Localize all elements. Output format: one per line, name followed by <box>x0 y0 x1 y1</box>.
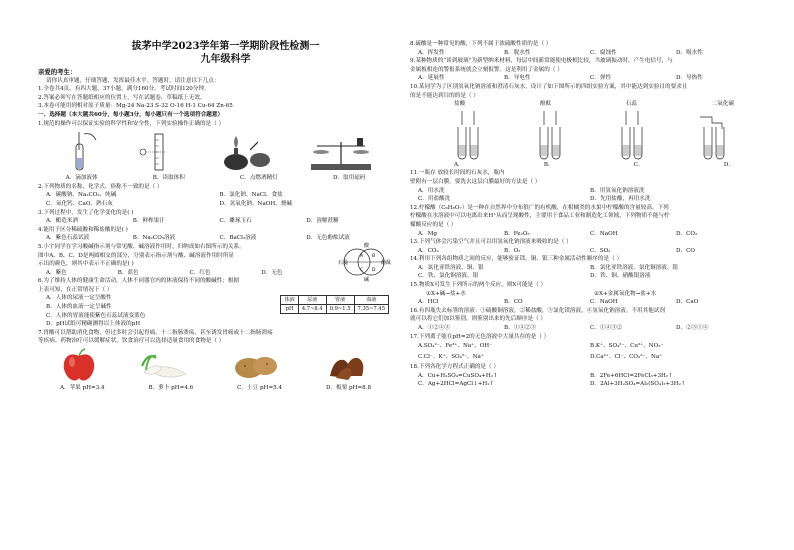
intro-text: 请你认真审题，仔细答题，发挥最佳水平。答题时，请注意以下几点： <box>46 77 220 84</box>
q9-option-a: A．延展性 <box>418 75 445 82</box>
q5-option-d: D．无色 <box>261 269 283 276</box>
question-11-line1: 11.一瓶存 放较长时间的石灰水，瓶内 <box>410 170 505 177</box>
question-5-line1: 5.小宇同学在学习酸碱指示剂与常见酸、碱溶液作用时，归纳成如右图所示的关系。 <box>38 243 245 250</box>
q17-option-b: B.K⁺、SO₄²⁻、Cu²⁺、NO₃⁻ <box>590 343 664 350</box>
q7-captions <box>38 384 393 393</box>
exam-title: 拔茅中学2023学年第一学期阶段性检测一 <box>131 41 320 52</box>
q14-options-row1 <box>410 264 762 273</box>
q1-option-a: A．滴加液体 <box>65 175 98 182</box>
q10-test-tubes <box>410 109 762 161</box>
q5-option-a: A．紫色 <box>46 269 67 276</box>
q18-option-d: D．2Al+3H₂SO₄=Al₂(SO₄)₃+3H₂↑ <box>590 381 686 388</box>
question-14: 14.利用下列各组物质之间的反应，能够验证镁、铜、银三种金属活动性顺序的是（ ） <box>410 256 623 263</box>
q4-option-a: A．紫色石蕊试液 <box>46 235 90 242</box>
question-8: 8.硫酸是一种常见的酸，下列不属于浓硫酸性质的是（ ） <box>410 41 552 47</box>
q3-option-d: D．溶解蔗糖 <box>306 218 339 225</box>
q10-option-a: A． <box>454 161 464 168</box>
chestnut-illustration <box>322 348 372 384</box>
q7-option-c: C．土豆 pH=5.4 <box>237 385 283 392</box>
question-10-line1: 10.某同学为了区别氢氧化钠溶液和澄清石灰水，设计了如下图所示的四组实验方案，其中能达到实验目的要求且 <box>410 83 688 90</box>
question-6-block <box>38 277 393 329</box>
question-11-line2: 壁附有一层白膜，要洗去这层白膜最好的方法是（ ） <box>410 178 541 185</box>
question-12-line1: 12.柠檬酸（C₆H₈O₇）是一种在自然界中分布很广的有机酸，在柑橘类的水果中柠檬酸的含量较高。下列 <box>410 204 669 211</box>
q2-option-a: A．碳酸钠、Na₂CO₃、纯碱 <box>46 192 117 199</box>
q11-option-b: B．用氢氧化钠溶液洗 <box>590 187 645 194</box>
q10-option-d: D． <box>723 161 734 168</box>
q13-option-d: D．CO <box>676 247 695 254</box>
q10-option-letters <box>410 161 762 170</box>
q11-option-d: D．先用盐酸，再用水洗 <box>590 196 651 203</box>
q3-option-b: B．鲜榨果汁 <box>132 218 165 225</box>
q15-option-c: C．NaOH <box>590 299 618 306</box>
q15-option-b: B．CO <box>504 299 523 306</box>
q1-figures <box>38 130 393 172</box>
q8-option-c: C．腐蚀性 <box>590 49 617 56</box>
reagent-hcl-label: 盐酸 <box>454 101 466 108</box>
test-tubes-b-illustration <box>530 111 570 161</box>
q9-option-d: D．导热性 <box>676 75 703 82</box>
ph-table <box>280 295 389 314</box>
q1-captions <box>38 174 393 183</box>
reagent-co2-label: 二氧化碳 <box>711 101 734 108</box>
q16-option-c: C．①④③② <box>590 325 623 332</box>
venn-label-litmus: 石蕊 <box>338 259 349 266</box>
test-tubes-c-illustration <box>612 111 652 161</box>
q6-option-b: B．人体的血液一定呈碱性 <box>46 304 112 311</box>
q16-options <box>410 324 762 333</box>
venn-letter-b: B <box>372 253 376 259</box>
q5-option-c: C．红色 <box>189 269 211 276</box>
question-1: 1.规范的操作可以保证实验的科学性和安全性，下列实验操作正确的是（ ） <box>38 120 225 127</box>
q12-option-b: B．Fe₂O₃ <box>504 230 530 237</box>
question-5-line3: 示出的颜色，则其中表示不正确的是( ) <box>38 261 134 268</box>
q8-options <box>410 49 762 58</box>
venn-letter-c: C <box>360 267 364 273</box>
q9-option-c: C．弹性 <box>590 75 612 82</box>
q3-options <box>38 217 393 226</box>
q5-option-b: B．蓝色 <box>117 269 139 276</box>
q12-option-c: C．NaOH <box>590 230 618 237</box>
q3-option-a: A．酿造米酒 <box>46 218 79 225</box>
q10-reagent-labels <box>410 100 762 109</box>
q10-option-b: B． <box>543 161 554 168</box>
ph-table-header-row <box>281 296 389 305</box>
ph-header-blood: 血液 <box>354 296 388 305</box>
q13-options <box>410 247 762 256</box>
q4-option-d: D．无色酚酞试液 <box>306 235 350 242</box>
q2-option-d: D．氢氧化钠、NaOH、烧碱 <box>219 200 293 207</box>
q6-option-d: D．pH试纸可精确测得以上体液的pH <box>46 321 141 328</box>
venn-label-acid: 酸 <box>364 242 370 249</box>
question-18: 18.下列各化学方程式正确的是（ ） <box>410 364 499 371</box>
q14-options-row2 <box>410 272 762 281</box>
ph-table-value-row <box>281 305 389 314</box>
q11-options-row2 <box>410 195 762 204</box>
question-16-line2: 就可以将它们加以鉴别，则鉴别出来的先后顺序是（ ） <box>410 316 547 323</box>
left-column <box>38 40 393 393</box>
question-7-line1: 7.胃酸可以帮助消化食物，但过多时会引起胃痛、十二指肠溃疡，甚至诱发胃癌或十二指肠溃疡 <box>38 329 273 336</box>
test-tubes-a-illustration <box>448 111 488 161</box>
question-12-line2: 柠檬酸在水溶液中可以电离出来H⁺从而呈现酸性，主要用于食品工业和制造化工领域，下列物质不能与柠 <box>410 213 670 220</box>
q2-options-row1 <box>38 191 393 200</box>
note-3: 3.本卷可能用到相对原子质量：Mg-24 Na-23 S-32 O-16 H-1 Cu-64 Zn-65 <box>38 103 233 110</box>
q18-option-b: B．2Fe+6HCl=2FeCl₃+3H₂↑ <box>590 372 673 379</box>
q8-option-d: D．吸水性 <box>676 49 703 56</box>
q18-option-a: A．Cu+H₂SO₄=CuSO₄+H₂↑ <box>418 372 498 379</box>
question-2: 2.下列物质的名称、化学式、俗称不一致的是（ ） <box>38 183 163 190</box>
q12-option-a: A．Mg <box>418 230 437 237</box>
question-12-line3: 檬酸反应的是（ ） <box>410 221 457 228</box>
venn-label-base: 碱 <box>364 276 370 283</box>
question-16-line1: 16.有四瓶失去标签的溶液：①硫酸铜溶液，②稀盐酸，③氯化镁溶液，④氢氧化钠溶液。不用其他试剂 <box>410 307 666 314</box>
venn-letter-d: D <box>372 267 376 273</box>
ph-header-gastric: 胃液 <box>326 296 354 305</box>
exam-subtitle: 九年级科学 <box>200 54 251 65</box>
q14-option-c: C．铁、氯化铜溶液、银 <box>418 273 479 280</box>
q13-option-c: C．SO₂ <box>590 247 611 254</box>
q11-options-row1 <box>410 187 762 196</box>
q18-options-row2 <box>410 380 762 389</box>
question-4: 4.能用于区分稀硫酸和稀盐酸的是( ) <box>38 226 128 233</box>
q9-options <box>410 74 762 83</box>
q15-equations <box>410 290 762 299</box>
question-6-line1: 6.为了维持人体的健康生命活动，人体不同器官内的体液保持不同的酸碱性；根据 <box>38 278 240 285</box>
q11-option-c: C．用盐酸洗 <box>418 196 451 203</box>
dropper-illustration <box>54 132 104 172</box>
q1-option-c: C．点燃酒精灯 <box>239 175 278 182</box>
balance-scale-illustration <box>307 132 377 172</box>
q1-option-b: B．读取体积 <box>152 175 185 182</box>
q2-options-row2 <box>38 200 393 209</box>
q15-equation-2: ②X+金属氧化物→盐+水 <box>594 290 657 297</box>
q16-option-a: A．①②④③ <box>418 325 451 332</box>
reagent-litmus-label: 石蕊 <box>625 101 637 108</box>
q5-options <box>38 269 333 278</box>
q13-option-b: B．O₂ <box>504 247 521 254</box>
q15-option-a: A．HCl <box>418 299 439 306</box>
q1-option-d: D．取用砝码 <box>332 175 366 182</box>
note-1: 1.全卷共4页，有四大题，37小题。满分160分。考试时间120分钟。 <box>38 86 210 93</box>
q18-option-c: C．Ag+2HCl=AgCl↓+H₂↑ <box>418 381 495 388</box>
q18-options-row1 <box>410 372 762 381</box>
q9-option-b: B．导电性 <box>504 75 531 82</box>
radish-illustration <box>140 348 190 384</box>
question-13: 13.下列气体会污染空气并且可以用氢氧化钠溶液来吸收的是（ ） <box>410 239 572 246</box>
q2-option-c: C．氧化钙、CaO、熟石灰 <box>46 200 113 207</box>
question-5-line2: 图中A、B、C、D是两圆相交的部分，分别表示指示剂与酸、碱溶液作用时所显 <box>38 252 234 259</box>
q3-option-c: C．雕琢玉石 <box>219 218 252 225</box>
q16-option-d: D．②③①④ <box>676 325 709 332</box>
question-10-line2: 的是不能达到目的的是（ ） <box>410 92 479 99</box>
q7-option-d: D．板栗 pH=8.8 <box>325 385 372 392</box>
question-15: 15.物质X可发生下列所示的两个反应，则X可能是（ ） <box>410 282 547 289</box>
q17-option-a: A.SO₄²⁻、Fe³⁺、Na⁺、OH⁻ <box>418 343 493 350</box>
graduated-cylinder-illustration <box>135 132 185 172</box>
venn-label-phenolphthalein: 酚酞 <box>381 259 392 266</box>
ph-row-label: pH <box>281 305 298 314</box>
q6-option-c: C．人体的胃液能使紫色石蕊试液变蓝色 <box>46 312 146 319</box>
test-tubes-d-illustration <box>694 111 734 161</box>
q11-option-a: A．用水洗 <box>418 187 445 194</box>
q10-option-c: C． <box>633 161 644 168</box>
q12-options <box>410 230 762 239</box>
q2-option-b: B．氯化钠、NaCl、食盐 <box>219 192 283 199</box>
question-7-line2: 等疾病。药物治疗可以缓解症状，饮食治疗可以选择适量食用的食物是（ ） <box>38 338 225 345</box>
q14-option-b: B．氯化亚铁溶液、氯化铜溶液、银 <box>590 264 679 271</box>
q13-option-a: A．CO₂ <box>418 247 439 254</box>
q15-options <box>410 298 762 307</box>
q14-option-d: D．铁、铜、硝酸银溶液 <box>590 273 651 280</box>
q4-option-c: C．BaCl₂溶液 <box>219 235 257 242</box>
ph-header-urine: 尿液 <box>298 296 326 305</box>
reagent-phenolphthalein-label: 酚酞 <box>539 101 552 108</box>
venn-letter-a: A <box>360 253 364 259</box>
q17-option-d: D.Ca²⁺、Cl⁻、CO₃²⁻、Na⁺ <box>590 354 663 361</box>
q7-option-b: B．萝卜 pH=4.6 <box>148 385 194 392</box>
question-3: 3.下列过程中，发生了化学变化的是( ) <box>38 209 134 216</box>
potato-illustration <box>231 348 281 384</box>
ph-header-fluid: 体液 <box>281 296 298 305</box>
note-2: 2.答案必须写在答题纸相应的位置上，写在试题卷、草稿纸上无效。 <box>38 94 206 101</box>
q8-option-a: A．挥发性 <box>418 49 445 56</box>
question-6-line2: 上表可知，在正常情况下（ ） <box>38 286 113 293</box>
q7-option-a: A．苹果 pH=3.4 <box>59 385 105 392</box>
alcohol-lamp-illustration <box>216 132 276 172</box>
q15-option-d: D．CaO <box>676 299 699 306</box>
q7-food-images <box>38 348 393 384</box>
q12-option-d: D．CO₂ <box>676 230 698 237</box>
q15-equation-1: ①X+碱→盐+水 <box>426 290 466 297</box>
q6-option-a: A．人体的尿液一定呈酸性 <box>46 295 112 302</box>
question-9-line2: 金属板相连的警报系统就会立刻报警。这是利用了金属的（ ） <box>410 66 563 73</box>
apple-illustration <box>59 348 99 384</box>
ph-value-blood: 7.35~7.45 <box>354 305 388 314</box>
q17-options-row2 <box>410 352 762 363</box>
q17-options-row1 <box>410 341 762 352</box>
right-column <box>410 40 762 389</box>
greeting: 亲爱的考生： <box>38 68 77 76</box>
q16-option-b: B．①④②③ <box>504 325 537 332</box>
question-9-line1: 9.某种物质的“谈到玻璃”为新型纳米材料，每层中间新常能使电极相比较，当玻璃振动时，产生电信号，与 <box>410 58 673 65</box>
ph-value-urine: 4.7~8.4 <box>298 305 326 314</box>
q4-option-b: B．Na₂CO₃溶液 <box>132 235 176 242</box>
q8-option-b: B．脱水性 <box>504 49 531 56</box>
section-heading: 一、选择题（本大题共60分，每小题3分，每小题只有一个选项符合题意） <box>38 111 224 118</box>
q14-option-a: A．氯化亚铁溶液、铜、银 <box>418 264 484 271</box>
question-17: 17.下列离子能在pH=2的无色溶液中大量共存的是（ ） <box>410 333 550 340</box>
ph-value-gastric: 0.9~1.5 <box>326 305 354 314</box>
q17-option-c: C.Cl⁻、K⁺、SO₄²⁻、Na⁺ <box>418 354 484 361</box>
